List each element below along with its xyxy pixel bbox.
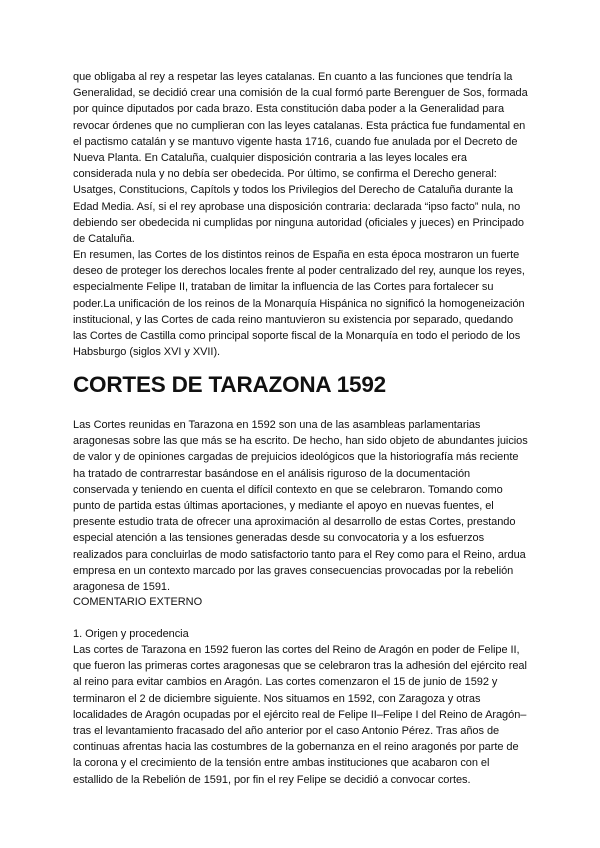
subheading-comentario-externo: COMENTARIO EXTERNO	[73, 596, 203, 608]
paragraph-summary: En resumen, las Cortes de los distintos reinos de España en esta época mostraron un fuerte deseo de proteger los derechos locales frente al poder centralizado del rey, aunque los reyes, especialmente Felipe II, trataban de limitar la influencia de las Cortes para fortalecer su poder.La unificación de los reinos de la Monarquía Hispánica no significó la homogeneización institucional, y las Cortes de cada reino mantuvieron su existencia por separado, quedando las Cortes de Castilla como principal soporte fiscal de la Monarquía en todo el periodo de los Habsburgo (siglos XVI y XVII).	[73, 249, 525, 359]
section-heading: CORTES DE TARAZONA 1592	[73, 372, 386, 397]
paragraph-catalan-generalidad: que obligaba al rey a respetar las leyes catalanas. En cuanto a las funciones que tendría la Generalidad, se decidió crear una comisión de la cual formó parte Berenguer de Sos, formada por quince diputados por cada brazo. Esta constitución daba poder a la Generalidad para revocar órdenes que no cumplieran con las leyes catalanas. Esta práctica fue fundamental en el pactismo catalán y se mantuvo vigente hasta 1716, cuando fue anulada por el Decreto de Nueva Planta. En Cataluña, cualquier disposición contraria a las leyes locales era considerada nula y no debía ser obedecida. Por último, se confirma el Derecho general: Usatges, Constitucions, Capítols y todos los Privilegios del Derecho de Cataluña durante la Edad Media. Así, si el rey aprobase una disposición contraria: declarada “ipso facto” nula, no debiendo ser obedecida ni cumplidas por ninguna autoridad (oficiales y jueces) en Principado de Cataluña.	[73, 71, 528, 246]
paragraph-origen: Las cortes de Tarazona en 1592 fueron las cortes del Reino de Aragón en poder de Felipe II, que fueron las primeras cortes aragonesas que se celebraron tras la adhesión del ejército real al reino para evitar cambios en Aragón. Las cortes comenzaron el 15 de junio de 1592 y terminaron el 2 de diciembre siguiente. Nos situamos en 1592, con Zaragoza y otras localidades de Aragón ocupadas por el ejército real de Felipe II–Felipe I del Reino de Aragón– tras el levantamiento fracasado del año anterior por el caso Antonio Pérez. Tras años de continuas afrentas hacia las costumbres de la gobernanza en el reino aragonés por parte de la corona y el crecimiento de la tensión entre ambas instituciones que acabaron con el estallido de la Rebelión de 1591, por fin el rey Felipe se decidió a convocar cortes.	[73, 644, 527, 786]
paragraph-tarazona-intro: Las Cortes reunidas en Tarazona en 1592 son una de las asambleas parlamentarias aragonesas sobre las que más se ha escrito. De hecho, han sido objeto de abundantes juicios de valor y de opiniones cargadas de prejuicios ideológicos que la historiografía más reciente ha tratado de contrarrestar basándose en el análisis riguroso de la documentación conservada y teniendo en cuenta el difícil contexto en que se celebraron. Tomando como punto de partida estas últimas aportaciones, y mediante el apoyo en nuevas fuentes, el presente estudio trata de ofrecer una aproximación al desarrollo de estas Cortes, prestando especial atención a las tensiones generadas desde su convocatoria y a los esfuerzos realizados para concluirlas de modo satisfactorio tanto para el Rey como para el Reino, ardua empresa en un contexto marcado por las graves consecuencias provocadas por la rebelión aragonesa de 1591.	[73, 419, 528, 594]
subheading-origen: 1. Origen y procedencia	[73, 628, 189, 640]
